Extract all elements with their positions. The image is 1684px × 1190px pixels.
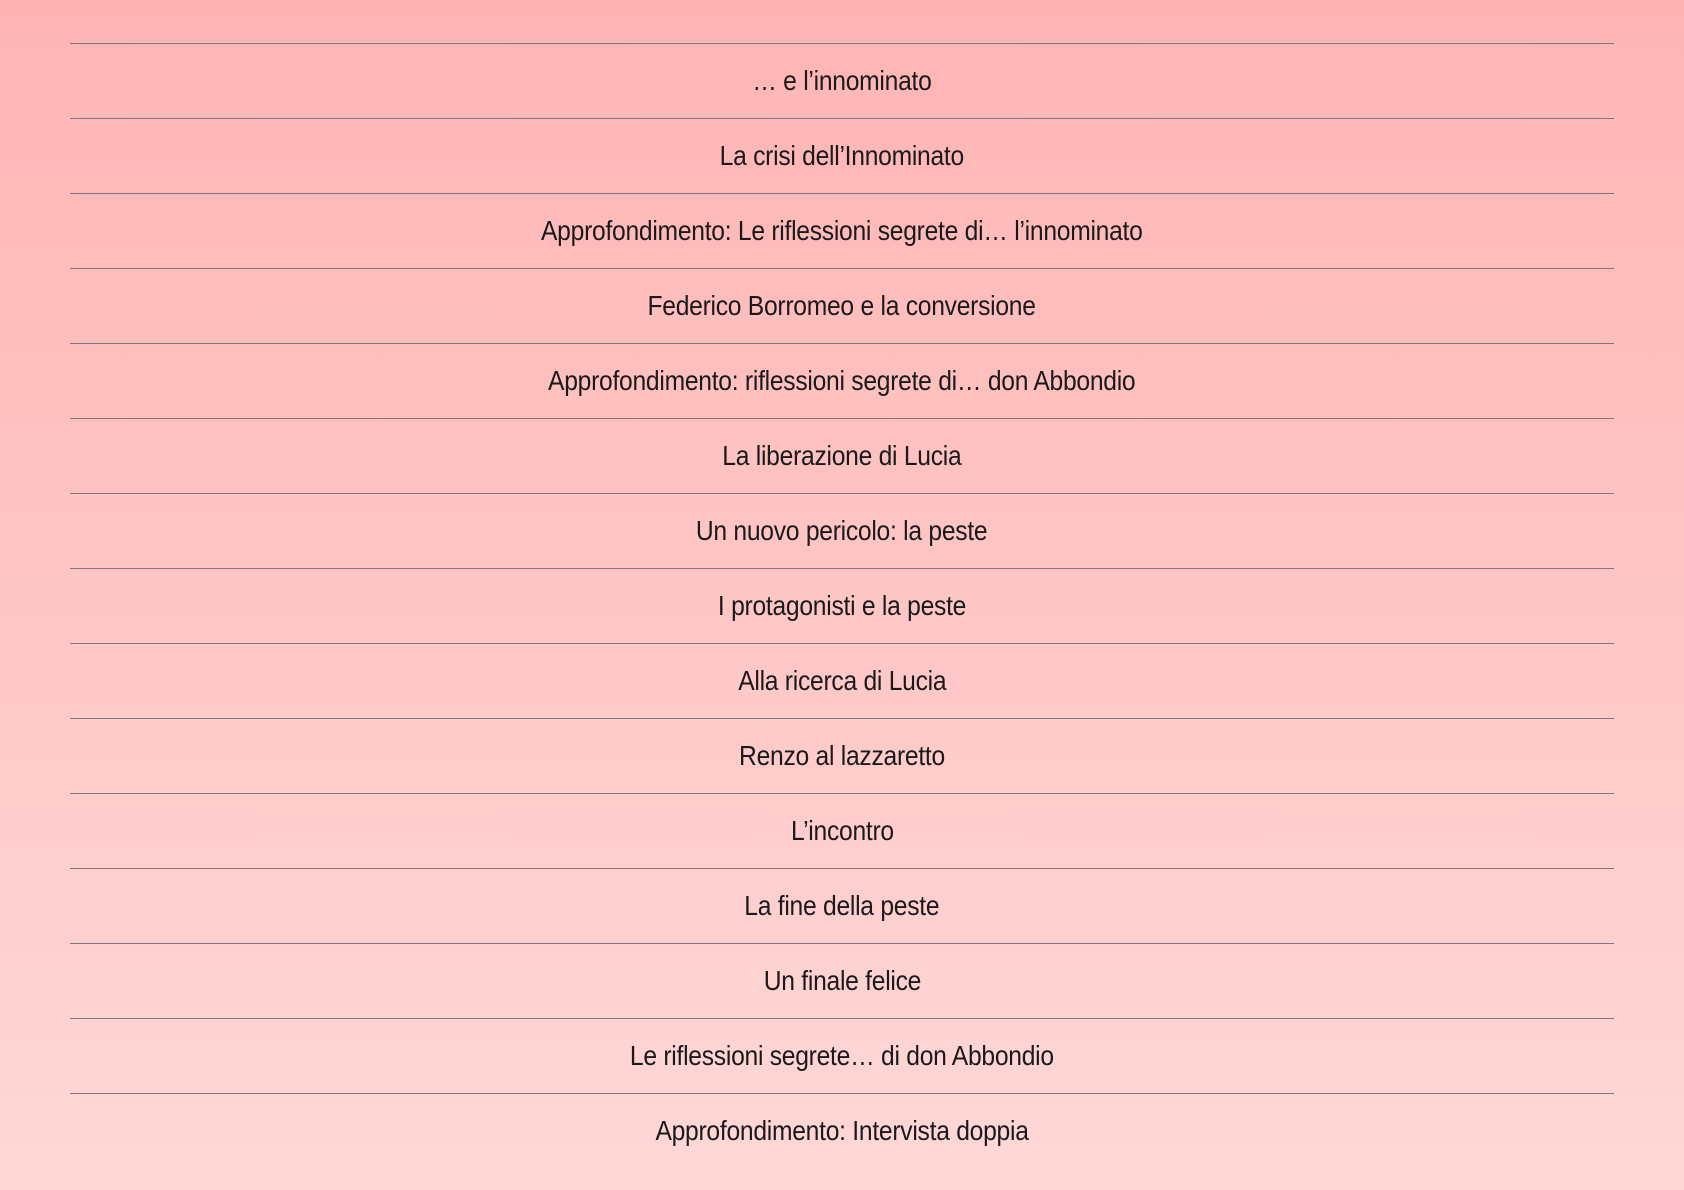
toc-item-label: Alla ricerca di Lucia — [737, 665, 947, 696]
toc-item — [70, 644, 1614, 719]
toc-item — [70, 194, 1614, 269]
toc-item — [70, 44, 1614, 119]
toc-item-label: Federico Borromeo e la conversione — [647, 290, 1037, 321]
toc-item-label: Renzo al lazzaretto — [739, 740, 945, 771]
toc-item — [70, 1094, 1614, 1168]
toc-item — [70, 869, 1614, 944]
toc-item — [70, 569, 1614, 644]
toc-item — [70, 494, 1614, 569]
toc-item-label: … e l’innominato — [752, 65, 932, 96]
toc-item-label: L’incontro — [790, 815, 894, 846]
toc-item — [70, 1019, 1614, 1094]
toc-item-label: Un nuovo pericolo: la peste — [696, 515, 988, 546]
toc-item — [70, 119, 1614, 194]
toc-item-label: Approfondimento: Intervista doppia — [655, 1115, 1029, 1146]
toc-item-label: La crisi dell’Innominato — [719, 140, 965, 171]
toc-item-label: La liberazione di Lucia — [722, 440, 962, 471]
toc-item — [70, 344, 1614, 419]
toc-item — [70, 419, 1614, 494]
toc-item — [70, 944, 1614, 1019]
toc-item — [70, 794, 1614, 869]
toc-item-label: Un finale felice — [763, 965, 921, 996]
toc-item-label: Le riflessioni segrete… di don Abbondio — [630, 1040, 1054, 1071]
toc-item-label: Approfondimento: Le riflessioni segrete di… l’innominato — [541, 215, 1143, 246]
toc-item — [70, 719, 1614, 794]
toc-item-label: La fine della peste — [744, 890, 940, 921]
toc-item-label: I protagonisti e la peste — [717, 590, 967, 621]
toc-item — [70, 269, 1614, 344]
table-of-contents — [70, 43, 1614, 1168]
toc-item-label: Approfondimento: riflessioni segrete di… don Abbondio — [548, 365, 1136, 396]
